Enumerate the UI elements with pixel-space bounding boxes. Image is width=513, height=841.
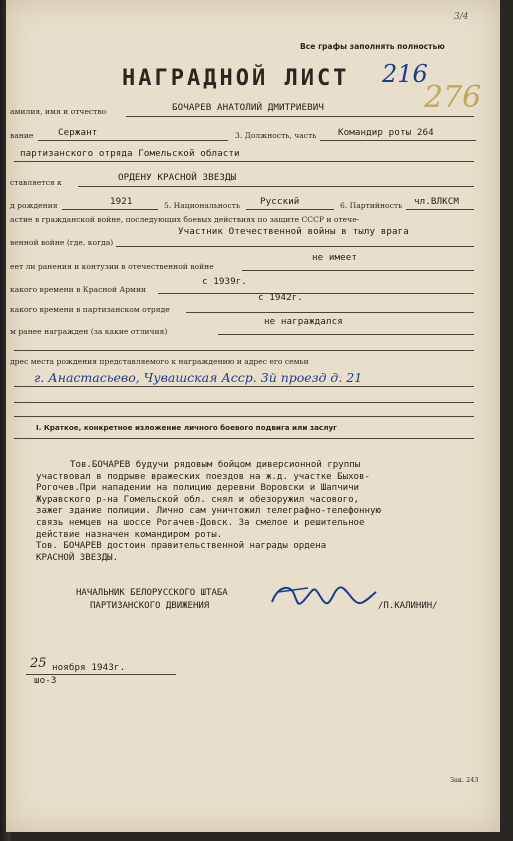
underline	[14, 386, 474, 387]
field-value-award: ОРДЕНУ КРАСНОЙ ЗВЕЗДЫ	[118, 172, 237, 183]
underline	[320, 140, 476, 141]
field-label-full-name: амилия, имя и отчество	[10, 107, 107, 116]
field-label-wounds: еет ли ранения и контузии в отечественной войне	[10, 262, 214, 271]
underline	[158, 293, 474, 294]
field-label-nationality: 5. Национальность	[164, 201, 241, 210]
field-label-address: дрес места рождения представляемого к награждению и адрес его семьи	[10, 357, 309, 366]
field-value-full-name: БОЧАРЕВ АНАТОЛИЙ ДМИТРИЕВИЧ	[172, 102, 325, 113]
citation-line: зажег здание полиции. Лично сам уничтожил телеграфно-телефонную	[36, 506, 381, 517]
field-value-address: г. Анастасьево, Чувашская Асср. 3й проезд д. 21	[34, 370, 363, 385]
citation-line: действие назначен командиром роты.	[36, 529, 223, 540]
underline	[62, 209, 158, 210]
underline	[126, 116, 474, 117]
field-value-patriotic-war: Участник Отечественной войны в тылу врага	[178, 226, 409, 237]
field-label-civil-war: астие в гражданской войне, последующих боевых действиях по защите СССР и отече-	[10, 215, 360, 224]
fill-all-hint: Все графы заполнять полностью	[300, 42, 445, 51]
citation-line: участвовал в подрыве вражеских поездов на ж.д. участке Быхов-	[36, 471, 370, 482]
field-label-red-army: какого времени в Красной Армии	[10, 285, 147, 294]
blank-line	[14, 402, 474, 403]
underline	[406, 209, 474, 210]
underline	[218, 334, 474, 335]
underline	[246, 209, 334, 210]
citation-line: Тов.БОЧАРЕВ будучи рядовым бойцом диверсионной группы	[70, 460, 361, 470]
underline	[186, 312, 474, 313]
field-value-partisan: с 1942г.	[258, 292, 304, 303]
section-top-border	[14, 416, 474, 417]
field-value-wounds: не имеет	[312, 252, 358, 263]
field-value-birth-year: 1921	[110, 196, 133, 207]
underline	[78, 186, 474, 187]
field-value-red-army: с 1939г.	[202, 276, 248, 287]
underline	[38, 140, 228, 141]
handwritten-number-216: 216	[382, 60, 428, 88]
field-value-nationality: Русский	[260, 196, 300, 207]
citation-text	[36, 460, 496, 564]
field-label-partisan: какого времени в партизанском отряде	[10, 305, 170, 314]
document-title: НАГРАДНОЙ ЛИСТ	[122, 66, 350, 91]
award-sheet-page	[6, 0, 500, 832]
field-value-party: чл.ВЛКСМ	[414, 196, 460, 207]
signatory-position-line2: ПАРТИЗАНСКОГО ДВИЖЕНИЯ	[90, 601, 210, 611]
field-label-nominated: ставляется к	[10, 178, 62, 187]
field-label-birth-year: д рождения	[10, 201, 58, 210]
underline	[116, 246, 474, 247]
field-value-rank: Сержант	[58, 127, 98, 138]
field-label-party: 6. Партийность	[340, 201, 403, 210]
signatory-name: /П.КАЛИНИН/	[378, 601, 438, 611]
field-value-position: Командир роты 264	[338, 127, 434, 138]
section-bottom-border	[14, 438, 474, 439]
field-value-unit: партизанского отряда Гомельской области	[20, 148, 240, 159]
underline	[242, 270, 474, 271]
field-label-previous-awards: м ранее награжден (за какие отличия)	[10, 327, 168, 336]
date-month-year: ноября 1943г.	[52, 662, 126, 673]
print-order-stamp: Зак. 243	[450, 776, 479, 784]
citation-line: Рогочев.При нападении на полицию деревни Воровски и Шапчичи	[36, 483, 360, 494]
field-label-position: 3. Должность, часть	[235, 131, 317, 140]
citation-line: связь немцев на шоссе Рогачев-Довск. За смелое и решительное	[36, 517, 365, 528]
field-label-rank: вание	[10, 131, 34, 140]
date-day: 25	[30, 656, 47, 671]
document-code: шо-3	[34, 675, 57, 686]
field-label-patriotic-war: венной войне (где, когда)	[10, 238, 114, 247]
handwritten-number-276: 276	[424, 80, 482, 115]
section-title: I. Краткое, конкретное изложение личного боевого подвига или заслуг	[36, 423, 337, 432]
blank-line	[14, 350, 474, 351]
citation-line: Тов. БОЧАРЕВ достоин правительственной награды ордена	[36, 541, 327, 552]
corner-mark: 3/4	[454, 12, 469, 22]
signature-scribble	[268, 580, 380, 614]
underline	[14, 161, 474, 162]
citation-line: Журавского р-на Гомельской обл. снял и обезоружил часового,	[36, 494, 360, 505]
field-value-previous-awards: не награждался	[264, 316, 343, 327]
signatory-position-line1: НАЧАЛЬНИК БЕЛОРУССКОГО ШТАБА	[76, 588, 228, 598]
citation-line: КРАСНОЙ ЗВЕЗДЫ.	[36, 552, 119, 563]
